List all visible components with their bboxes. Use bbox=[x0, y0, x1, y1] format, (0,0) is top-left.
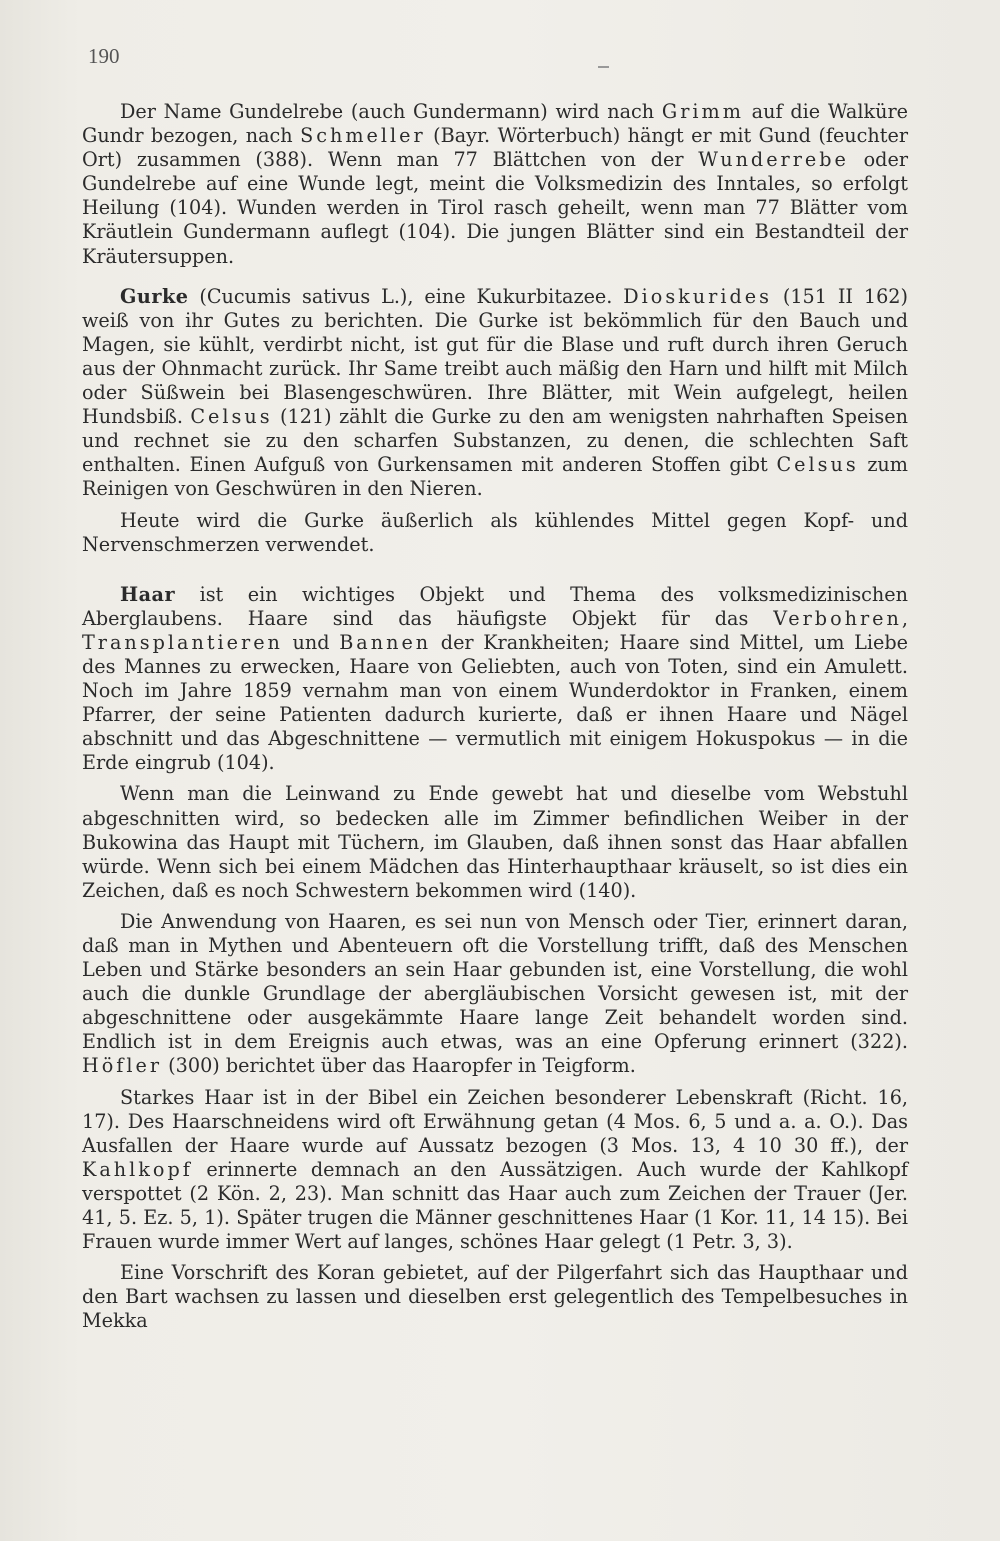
paragraph-gurke-heute bbox=[82, 509, 908, 557]
entry-keyword: Haar bbox=[120, 582, 176, 606]
text-run: (300) berichtet über das Haaropfer in Teigform. bbox=[162, 1054, 636, 1078]
paragraph-koran bbox=[82, 1261, 908, 1333]
text-run: Heute wird die Gurke äußerlich als kühlendes Mittel gegen Kopf- und Nervenschmerzen verwendet. bbox=[82, 508, 908, 556]
page-number: 190 bbox=[88, 44, 120, 68]
paragraph-gundelrebe bbox=[82, 100, 908, 269]
spaced-name: Celsus bbox=[776, 453, 859, 477]
spaced-name: Celsus bbox=[190, 405, 273, 429]
spaced-name: Wunderrebe bbox=[698, 148, 849, 172]
spaced-name: Verbohren bbox=[773, 606, 902, 630]
header-dash bbox=[598, 66, 609, 68]
text-run: Starkes Haar ist in der Bibel ein Zeichen besonderer Lebenskraft (Richt. 16, 17). Des Haarschneidens wird oft Erwähnung getan (4 Mos. 6, 5 und a. a. O.). Das Ausfallen der Haare wurde auf Aussatz bezogen (3 Mos. 13, 4 10 30 ff.), der bbox=[82, 1085, 908, 1157]
spaced-name: Schmeller bbox=[300, 124, 426, 148]
text-run: Eine Vorschrift des Koran gebietet, auf der Pilgerfahrt sich das Haupthaar und den Bart wachsen zu lassen und dieselben erst gelegentlich des Tempelbesuches in Mekka bbox=[82, 1261, 908, 1333]
spaced-name: Bannen bbox=[339, 630, 432, 654]
text-run: der Krankheiten; Haare sind Mittel, um Liebe des Mannes zu erwecken, Haare von Geliebten, auch von Toten, sind ein Amulett. Noch im Jahre 1859 vernahm man von einem Wunderdoktor in Franken, einem Pfarrer, der seine Patienten dadurch kurierte, daß er ihnen Haare und Nägel abschnitt und das Abgeschnittene — vermutlich mit einigem Hokuspokus — in die Erde eingrub (104). bbox=[82, 630, 909, 775]
text-run: Die Anwendung von Haaren, es sei nun von Mensch oder Tier, erinnert daran, daß man in Mythen und Abenteuern oft die Vorstellung trifft, daß des Menschen Leben und Stärke besonders an sein Haar gebunden ist, eine Vorstellung, die wohl auch die dunkle Grundlage der abergläubischen Vorsicht gewesen ist, mit der abgeschnittene oder ausgekämmte Haare lange Zeit behandelt worden sind. Endlich ist in dem Ereignis auch etwas, was an eine Opferung erinnert (322). bbox=[82, 909, 908, 1054]
text-run: (Bayr. Wörterbuch) hängt er mit Gund (feuchter Ort) zusammen (388). Wenn man 77 Blättchen von der bbox=[82, 124, 908, 172]
text-run: oder Gundelrebe auf eine Wunde legt, meint die Volksmedizin des Inntales, so erfolgt Heilung (104). Wunden werden in Tirol rasch geheilt, wenn man 77 Blätter vom Kräutlein Gundermann auflegt (104). Die jungen Blätter sind ein Bestandteil der Kräutersuppen. bbox=[82, 148, 908, 268]
text-run: (121) zählt die Gurke zu den am wenigsten nahrhaften Speisen und rechnet sie zu den scharfen Substanzen, zu denen, die schlechten Saft enthalten. Einen Aufguß von Gurkensamen mit anderen Stoffen gibt bbox=[82, 405, 908, 477]
spaced-name: Dioskurides bbox=[623, 284, 772, 308]
text-run: zum Reinigen von Geschwüren in den Nieren. bbox=[82, 453, 908, 501]
text-run: Der Name Gundelrebe (auch Gundermann) wird nach bbox=[120, 100, 662, 123]
spaced-name: Kahlkopf bbox=[82, 1157, 193, 1181]
paragraph-leinwand bbox=[82, 782, 908, 902]
text-run: ist ein wichtiges Objekt und Thema des volksmedizinischen Aberglaubens. Haare sind das häufigste Objekt für das bbox=[82, 582, 908, 630]
paragraph-anwendung bbox=[82, 910, 908, 1079]
text-run: , bbox=[901, 606, 908, 630]
text-run: (151 II 162) weiß von ihr Gutes zu berichten. Die Gurke ist bekömmlich für den Bauch und Magen, sie kühlt, verdirbt nicht, ist gut für die Blase und ruft durch ihren Geruch aus der Ohnmacht zurück. Ihr Same treibt auch mäßig den Harn und hilft mit Milch oder Süßwein bei Blasengeschwüren. Ihre Blätter, mit Wein aufgelegt, heilen Hundsbiß. bbox=[82, 284, 908, 429]
text-run: und bbox=[282, 630, 340, 654]
spaced-name: Höfler bbox=[82, 1054, 163, 1078]
paragraph-haar bbox=[82, 583, 908, 776]
entry-keyword: Gurke bbox=[120, 284, 189, 308]
paragraph-gurke bbox=[82, 285, 908, 502]
spaced-name: Grimm bbox=[661, 100, 744, 123]
text-run: Wenn man die Leinwand zu Ende gewebt hat und dieselbe vom Webstuhl abgeschnitten wird, so bedecken alle im Zimmer befindlichen Weiber in der Bukowina das Haupt mit Tüchern, im Glauben, daß ihnen sonst das Haar abfallen würde. Wenn sich bei einem Mädchen das Hinterhaupthaar kräuselt, so ist dies ein Zeichen, daß es noch Schwestern bekommen wird (140). bbox=[82, 782, 908, 902]
text-column bbox=[82, 100, 908, 1334]
text-run: erinnerte demnach an den Aussätzigen. Auch wurde der Kahlkopf verspottet (2 Kön. 2, 23). Man schnitt das Haar auch zum Zeichen der Trauer (Jer. 41, 5. Ez. 5, 1). Später trugen die Männer geschnittenes Haar (1 Kor. 11, 14 15). Bei Frauen wurde immer Wert auf langes, schönes Haar gelegt (1 Petr. 3, 3). bbox=[82, 1157, 908, 1254]
paragraph-bibel bbox=[82, 1086, 908, 1255]
text-run: auf die Walküre Gundr bezogen, nach bbox=[82, 100, 908, 148]
text-run: (Cucumis sativus L.), eine Kukurbitazee. bbox=[188, 284, 624, 308]
spaced-name: Transplantieren bbox=[82, 630, 283, 654]
